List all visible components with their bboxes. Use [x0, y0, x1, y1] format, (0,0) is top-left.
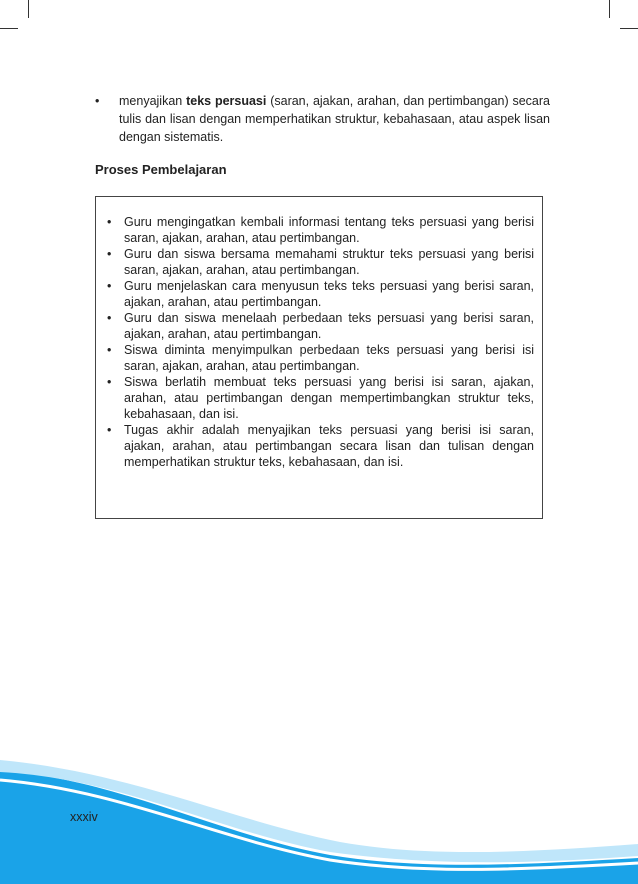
list-item-text: Guru dan siswa bersama memahami struktur teks persuasi yang berisi saran, ajakan, arahan, atau pertimbangan. — [124, 247, 534, 277]
intro-rest: (saran, ajakan, arahan, dan pertimbangan) secara tulis dan lisan dengan memperhatikan struktur, kebahasaan, atau aspek lisan dengan sistematis. — [119, 94, 550, 144]
list-item-text: Siswa berlatih membuat teks persuasi yang berisi isi saran, ajakan, arahan, atau pertimbangan dengan mempertimbangkan struktur teks, kebahasaan, dan isi. — [124, 375, 534, 421]
list-item — [107, 278, 534, 310]
crop-mark — [609, 0, 610, 18]
intro-lead: menyajikan — [119, 94, 187, 108]
bullet-icon: • — [107, 423, 112, 437]
bullet-icon: • — [95, 94, 100, 108]
intro-bold-term: teks persuasi — [186, 94, 267, 108]
bullet-icon: • — [107, 343, 112, 357]
list-item — [107, 374, 534, 422]
crop-mark — [0, 28, 18, 29]
bullet-icon: • — [107, 375, 112, 389]
crop-mark — [620, 28, 638, 29]
section-heading: Proses Pembelajaran — [95, 162, 227, 177]
bullet-icon: • — [107, 311, 112, 325]
learning-process-box — [95, 196, 543, 519]
intro-text — [119, 92, 550, 146]
list-item — [107, 422, 534, 470]
list-item-text: Siswa diminta menyimpulkan perbedaan teks persuasi yang berisi isi saran, ajakan, arahan, atau pertimbangan. — [124, 343, 534, 373]
intro-paragraph — [95, 92, 550, 146]
list-item-text: Guru mengingatkan kembali informasi tentang teks persuasi yang berisi saran, ajakan, arahan, atau pertimbangan. — [124, 215, 534, 245]
list-item — [107, 310, 534, 342]
bullet-icon: • — [107, 215, 112, 229]
learning-steps-list — [96, 197, 542, 470]
list-item — [107, 342, 534, 374]
list-item — [107, 214, 534, 246]
list-item — [107, 246, 534, 278]
list-item-text: Tugas akhir adalah menyajikan teks persuasi yang berisi isi saran, ajakan, arahan, atau pertimbangan secara lisan dan tulisan dengan memperhatikan struktur teks, kebahasaan, dan isi. — [124, 423, 534, 469]
bullet-icon: • — [107, 247, 112, 261]
list-item-text: Guru dan siswa menelaah perbedaan teks persuasi yang berisi saran, ajakan, arahan, atau pertimbangan. — [124, 311, 534, 341]
crop-mark — [28, 0, 29, 18]
page-number: xxxiv — [70, 810, 98, 824]
bullet-icon: • — [107, 279, 112, 293]
list-item-text: Guru menjelaskan cara menyusun teks teks persuasi yang berisi saran, ajakan, arahan, atau pertimbangan. — [124, 279, 534, 309]
